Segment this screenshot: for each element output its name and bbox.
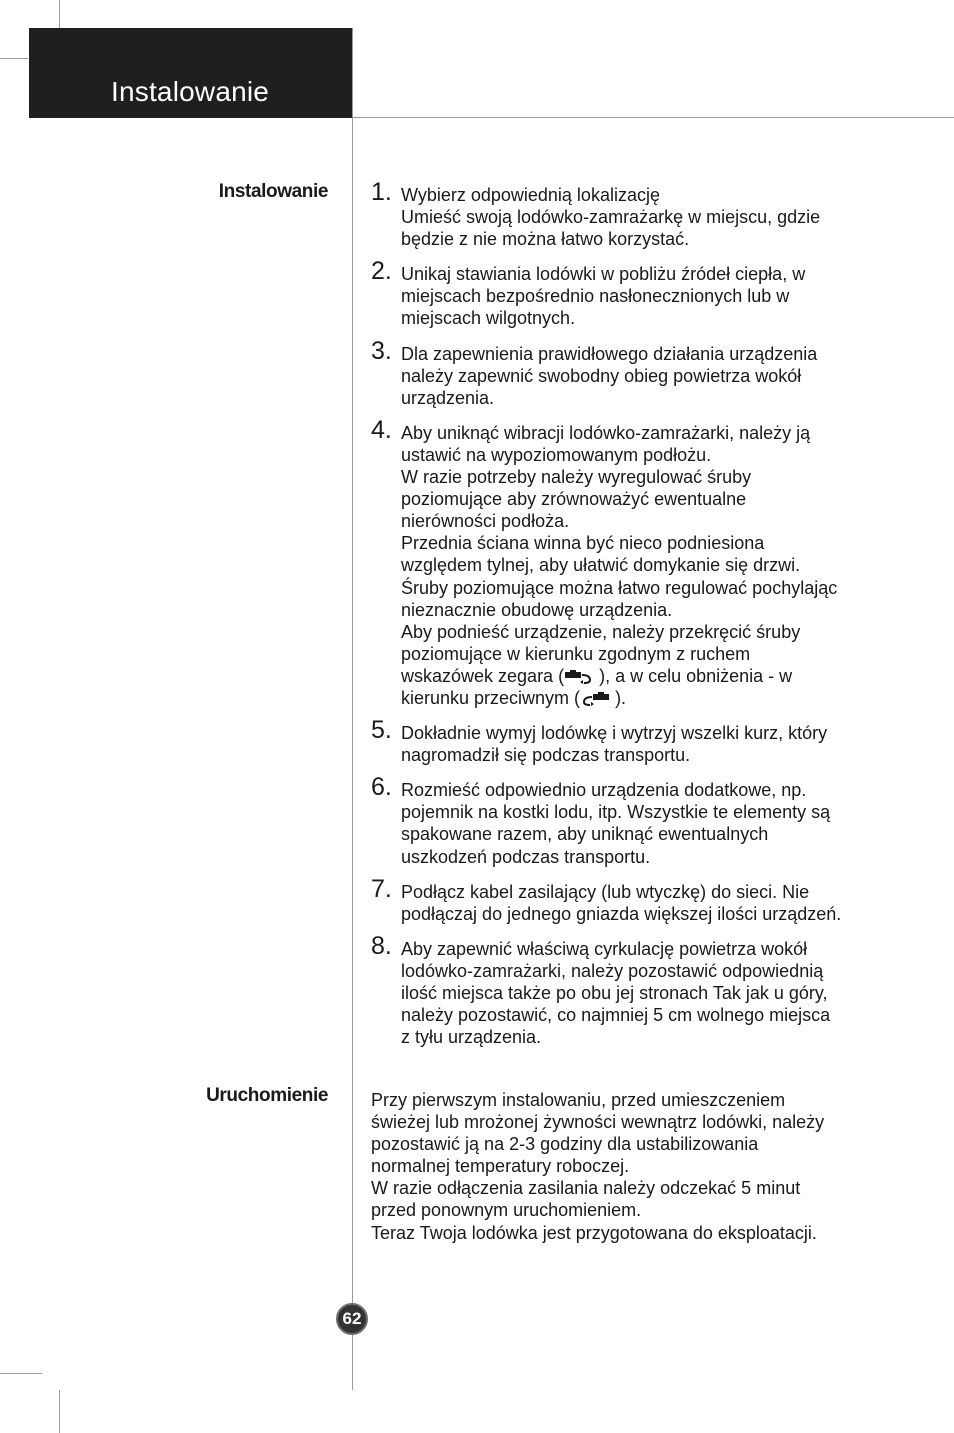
step-text-leveling <box>401 417 911 709</box>
step-text: Aby zapewnić właściwą cyrkulację powietrza wokół lodówko-zamrażarki, należy pozostawić odpowiednią ilość miejsca także po obu jej stronach Tak jak u góry, należy pozostawić, co najmniej 5 cm wolnego miejsca z tyłu urządzenia. <box>401 938 831 1048</box>
step-item <box>371 417 911 709</box>
column-divider <box>352 28 353 1390</box>
step-text-part: ), a w celu obniżenia - w kierunku przeciwnym ( <box>401 665 793 708</box>
step-text-part: Aby uniknąć wibracji lodówko-zamrażarki, należy ją ustawić na wypoziomowanym podłożu. W razie potrzeby należy wyregulować śruby poziomujące aby zrównoważyć ewentualne nierówności podłoża. Przednia ściana winna być nieco podniesiona względem tylnej, aby ułatwić domykanie się drzwi. Śruby poziomujące można łatwo regulować pochylając nieznacznie obudowę urządzenia. Aby podnieść urządzenie, należy przekręcić śruby poziomujące w kierunku zgodnym z ruchem wskazówek zegara ( <box>401 422 838 686</box>
crop-mark <box>0 58 28 59</box>
step-item <box>371 717 911 766</box>
section-label-install: Instalowanie <box>218 181 328 202</box>
step-text: Unikaj stawiania lodówki w pobliżu źródeł ciepła, w miejscach bezpośrednio nasłonecznionych lub w miejscach wilgotnych. <box>401 264 806 329</box>
counterclockwise-arrow-icon <box>580 692 610 706</box>
page-title: Instalowanie <box>111 76 270 107</box>
step-text-part: ). <box>610 687 627 708</box>
step-number: 1. <box>371 178 392 206</box>
crop-mark <box>0 1373 42 1374</box>
step-item <box>371 876 911 925</box>
clockwise-arrow-icon <box>564 670 594 684</box>
step-item <box>371 933 911 1048</box>
step-item <box>371 774 911 867</box>
section-label-start: Uruchomienie <box>206 1085 328 1106</box>
step-number: 3. <box>371 336 392 365</box>
step-text: Podłącz kabel zasilający (lub wtyczkę) do sieci. Nie podłączaj do jednego gniazda większej ilości urządzeń. <box>401 881 842 924</box>
step-number: 2. <box>371 257 392 286</box>
crop-mark <box>59 1390 60 1433</box>
start-paragraph: Przy pierwszym instalowaniu, przed umieszczeniem świeżej lub mrożonej żywności wewnątrz lodówki, należy pozostawić ją na 2-3 godziny dla ustabilizowania normalnej temperatury roboczej. W razie odłączenia zasilania należy odczekać 5 minut przed ponownym uruchomieniem. Teraz Twoja lodówka jest przygotowana do eksploatacji. <box>371 1090 825 1243</box>
step-text: Rozmieść odpowiednio urządzenia dodatkowe, np. pojemnik na kostki lodu, itp. Wszystkie te elementy są spakowane razem, aby uniknąć ewentualnych uszkodzeń podczas transportu. <box>401 780 831 867</box>
step-number: 7. <box>371 874 392 903</box>
step-text: Wybierz odpowiednią lokalizację Umieść swoją lodówko-zamrażarkę w miejscu, gdzie będzie z nie można łatwo korzystać. <box>401 185 821 250</box>
step-number: 8. <box>371 931 392 960</box>
step-item <box>371 258 911 329</box>
step-item <box>371 338 911 409</box>
step-number: 6. <box>371 773 392 802</box>
step-number: 4. <box>371 415 392 444</box>
step-item <box>371 179 911 250</box>
page-number-badge: 62 <box>336 1303 368 1335</box>
crop-mark <box>59 0 60 28</box>
header-rule <box>352 117 954 118</box>
step-number: 5. <box>371 716 392 745</box>
step-text: Dokładnie wymyj lodówkę i wytrzyj wszelki kurz, który nagromadził się podczas transportu. <box>401 723 828 766</box>
step-text: Dla zapewnienia prawidłowego działania urządzenia należy zapewnić swobodny obieg powietrza wokół urządzenia. <box>401 343 818 408</box>
header-bar <box>29 28 352 118</box>
install-steps-list <box>371 179 911 1056</box>
